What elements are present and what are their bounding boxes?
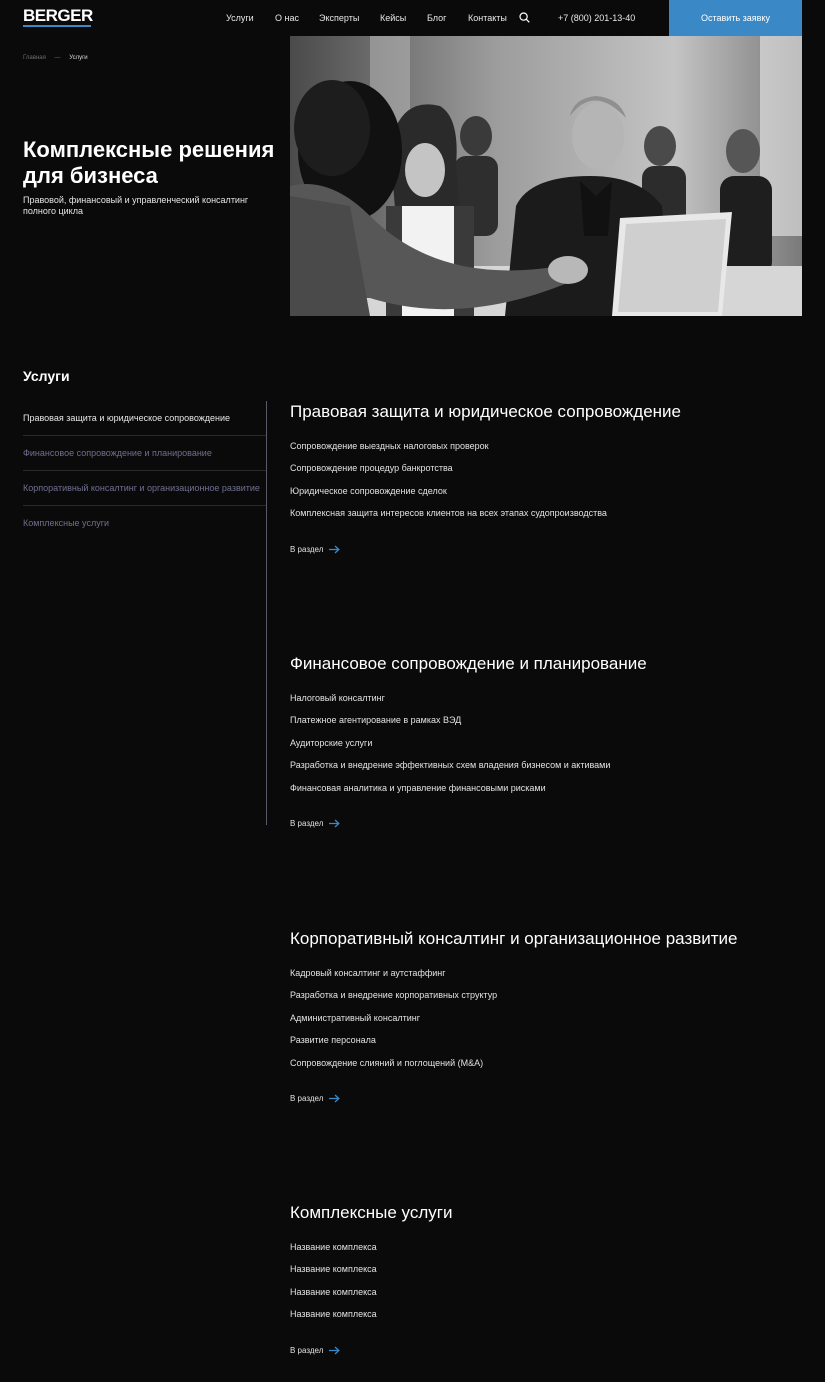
breadcrumb-current: Услуги <box>69 55 88 61</box>
sidebar-item-finance[interactable]: Финансовое сопровождение и планирование <box>23 436 266 471</box>
breadcrumb <box>23 54 88 62</box>
service-section-corporate <box>290 928 810 1105</box>
service-item[interactable]: Разработка и внедрение эффективных схем владения бизнесом и активами <box>290 760 611 771</box>
service-item[interactable]: Кадровый консалтинг и аутстаффинг <box>290 968 446 978</box>
service-item[interactable]: Сопровождение выездных налоговых проверок <box>290 441 489 451</box>
service-list <box>290 692 810 804</box>
section-link-label: В раздел <box>290 544 324 554</box>
section-title: Финансовое сопровождение и планирование <box>290 654 647 673</box>
phone-link[interactable]: +7 (800) 201-13-40 <box>558 13 636 23</box>
service-section-complex <box>290 1202 810 1357</box>
service-item[interactable]: Разработка и внедрение корпоративных структур <box>290 990 498 1001</box>
breadcrumb-home[interactable]: Главная <box>23 55 46 61</box>
request-button[interactable]: Оставить заявку <box>669 0 802 36</box>
arrow-right-icon <box>329 545 340 554</box>
services-sidebar <box>23 401 266 540</box>
nav-item-cases[interactable]: Кейсы <box>380 13 407 23</box>
section-link-label: В раздел <box>290 1345 324 1355</box>
service-list <box>290 967 810 1079</box>
nav-item-experts[interactable]: Эксперты <box>319 13 360 23</box>
section-title: Корпоративный консалтинг и организационное развитие <box>290 929 738 948</box>
services-heading: Услуги <box>23 368 70 384</box>
arrow-right-icon <box>329 819 340 828</box>
nav-item-contacts[interactable]: Контакты <box>468 13 507 23</box>
page-title: Комплексные решения для бизнеса <box>23 137 275 188</box>
logo-underline <box>23 25 91 27</box>
nav-item-services[interactable]: Услуги <box>226 13 254 23</box>
service-section-finance <box>290 653 810 830</box>
sidebar-item-corporate[interactable]: Корпоративный консалтинг и организационное развитие <box>23 471 266 506</box>
service-list <box>290 440 810 530</box>
service-item[interactable]: Юридическое сопровождение сделок <box>290 485 447 496</box>
sidebar-item-complex[interactable]: Комплексные услуги <box>23 518 110 528</box>
section-title: Комплексные услуги <box>290 1203 453 1222</box>
service-item[interactable]: Административный консалтинг <box>290 1012 420 1023</box>
service-item[interactable]: Аудиторские услуги <box>290 737 373 748</box>
nav-item-about[interactable]: О нас <box>275 13 299 23</box>
service-item[interactable]: Платежное агентирование в рамках ВЭД <box>290 715 462 726</box>
service-item[interactable]: Финансовая аналитика и управление финансовыми рисками <box>290 782 546 793</box>
section-link-label: В раздел <box>290 1093 324 1103</box>
section-link[interactable] <box>290 1345 810 1357</box>
service-item[interactable]: Сопровождение процедур банкротства <box>290 463 453 474</box>
section-title: Правовая защита и юридическое сопровождение <box>290 402 682 421</box>
service-item[interactable]: Название комплекса <box>290 1242 377 1252</box>
service-item[interactable]: Название комплекса <box>290 1286 377 1297</box>
nav-item-blog[interactable]: Блог <box>427 13 447 23</box>
service-item[interactable]: Развитие персонала <box>290 1035 376 1046</box>
sidebar-item-legal[interactable]: Правовая защита и юридическое сопровождение <box>23 401 266 436</box>
hero-photo-illustration <box>290 36 802 316</box>
section-link[interactable] <box>290 544 810 556</box>
site-header <box>0 0 825 36</box>
service-item[interactable]: Сопровождение слияний и поглощений (M&A) <box>290 1057 484 1068</box>
service-item[interactable]: Название комплекса <box>290 1309 377 1320</box>
section-link[interactable] <box>290 1093 810 1105</box>
logo[interactable]: BERGER <box>23 6 93 25</box>
service-section-legal <box>290 401 810 556</box>
service-list <box>290 1241 810 1331</box>
service-item[interactable]: Название комплекса <box>290 1264 377 1275</box>
service-item[interactable]: Комплексная защита интересов клиентов на всех этапах судопроизводства <box>290 508 607 519</box>
hero-photo <box>290 36 802 316</box>
sidebar-scroll-indicator <box>266 401 267 825</box>
arrow-right-icon <box>329 1346 340 1355</box>
breadcrumb-separator: — <box>54 55 61 61</box>
section-link-label: В раздел <box>290 818 324 828</box>
service-item[interactable]: Налоговый консалтинг <box>290 693 385 703</box>
search-icon[interactable] <box>519 12 530 23</box>
arrow-right-icon <box>329 1094 340 1103</box>
page-subtitle: Правовой, финансовый и управленческий консалтинг полного цикла <box>23 195 249 216</box>
section-link[interactable] <box>290 818 810 830</box>
